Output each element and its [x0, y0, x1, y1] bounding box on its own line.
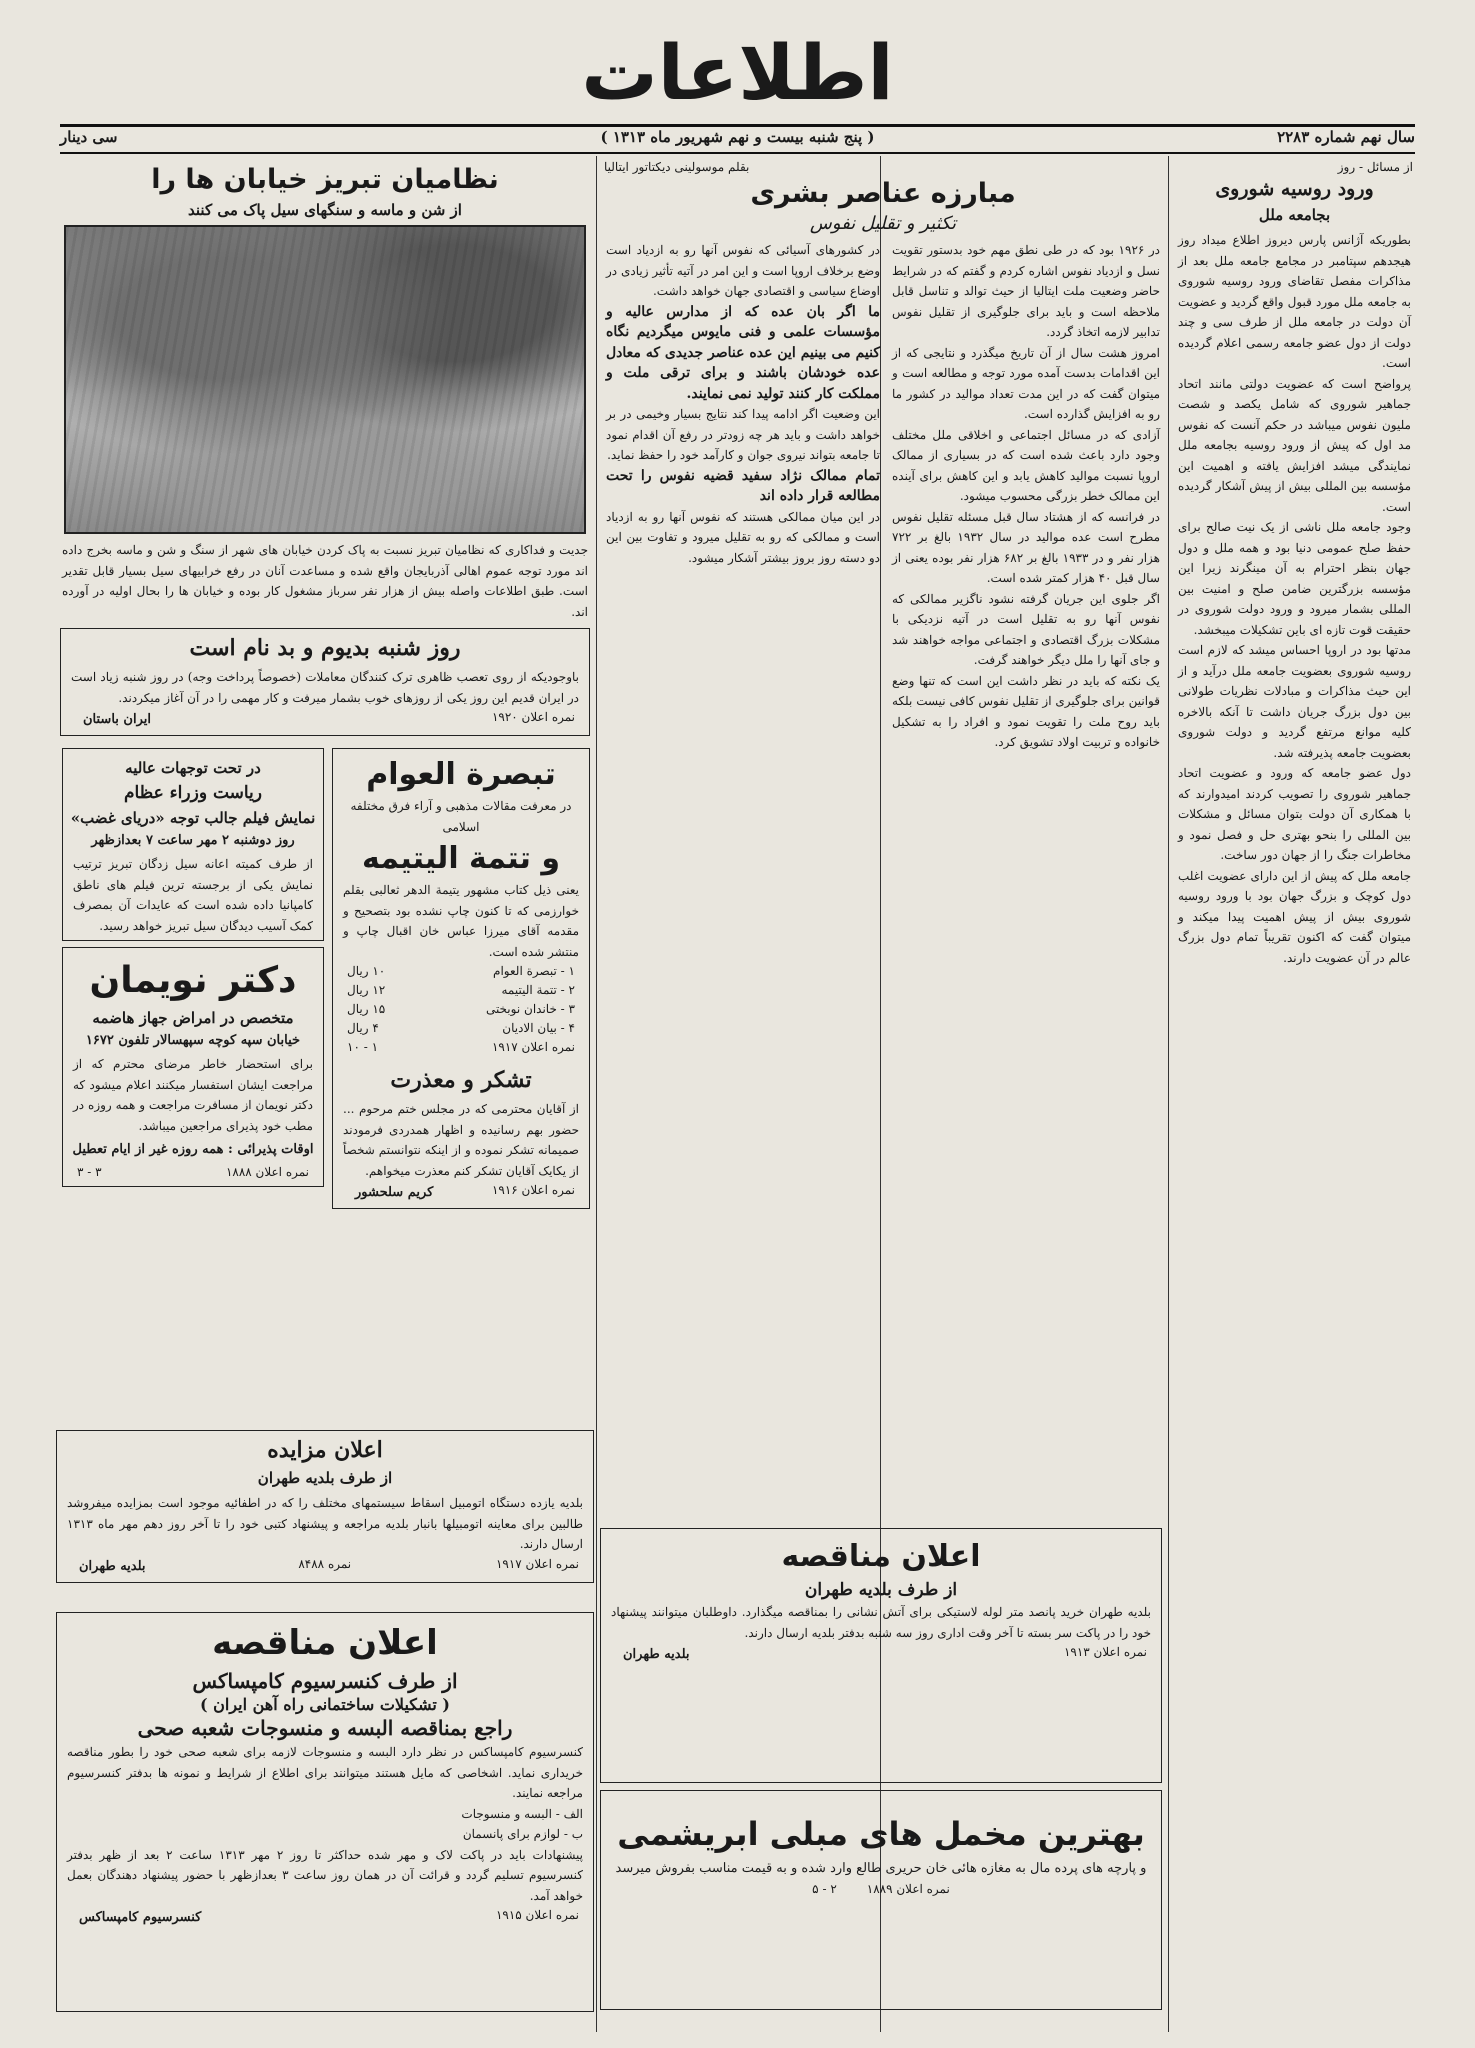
photo-subheadline: از شن و ماسه و سنگهای سیل پاک می کنند — [188, 201, 462, 219]
doctor-ad-hours: اوقات پذیرائی : همه روزه غیر از ایام تعطیل — [72, 1142, 314, 1157]
auction-ad — [56, 1430, 594, 1583]
book-item: ۳ - خاندان نوبختی — [485, 1002, 575, 1016]
article-paragraph: در فرانسه که از هشتاد سال قبل مسئله تقلیل نفوس مطرح است عده موالید در سال ۱۹۳۲ بالغ بر ۷۲۲ هزار نفر و در ۱۹۳۳ بالغ بر ۶۸۲ هزار نفر بوده یعنی از سال قبل ۴۰ هزار کمتر شده است. — [892, 509, 1160, 585]
film-ad — [62, 748, 324, 941]
info-rule — [60, 152, 1415, 154]
article-subtitle: بجامعه ملل — [1258, 206, 1331, 224]
silk-ad-text: و پارچه های پرده مال به مغازه هائی خان حریری طالع وارد شده و به قیمت مناسب بفروش میرسد — [615, 1861, 1147, 1876]
silk-ad — [600, 1790, 1162, 2010]
book-item: ۴ - بیان الادیان — [502, 1021, 575, 1035]
book-ad-ref: نمره اعلان ۱۹۱۷ — [491, 1040, 575, 1054]
doctor-ad-ref: نمره اعلان ۱۸۸۸ — [225, 1165, 309, 1179]
photo-caption: جدیت و فداکاری که نظامیان تبریز نسبت به پاک کردن خیابان های شهر از سنگ و شن و ماسه بخرج داده اند مورد توجه عموم اهالی آذربایجان واقع شده و مساعدت آنان در رفع خرابیهای سیل بسیار قابل تقدیر است. طبق اطلاعات واصله بیش از هزار نفر سرباز مشغول کار بوده و خیابان ها را بحال اولیه در آورده اند. — [62, 543, 588, 619]
doctor-ad-address: خیابان سپه کوچه سپهسالار تلفون ۱۶۷۲ — [85, 1033, 301, 1048]
book-ad — [332, 748, 590, 1209]
article-paragraph: در کشورهای آسیائی که نفوس آنها رو به ازدیاد است وضع برخلاف اروپا است و این امر در آتیه تأثیر زیادی در اوضاع سیاسی و اقتصادی جهان خواهد داشت. — [606, 243, 880, 298]
tender-sub: از طرف بلدیه طهران — [804, 1580, 958, 1600]
tender-line: ( تشکیلات ساختمانی راه آهن ایران ) — [199, 1695, 450, 1714]
ads-stack — [58, 742, 328, 1215]
book-ad-line: در معرفت مقالات مذهبی و آراء فرق مختلفه اسلامی — [350, 799, 572, 834]
book-price: ۱۰ ریال — [347, 964, 386, 978]
newspaper-title: اطلاعات — [581, 28, 894, 117]
auction-ref: نمره اعلان ۱۹۱۷ — [495, 1556, 579, 1571]
film-ad-time: روز دوشنبه ۲ مهر ساعت ۷ بعدازظهر — [91, 833, 295, 848]
thanks-signature: کریم سلحشور — [355, 1185, 434, 1200]
book-price-row — [347, 1000, 575, 1019]
thanks-text: از آقایان محترمی که در مجلس ختم مرحوم ... حضور بهم رسانیده و اظهار همدردی فرمودند صمیمانه تشکر نموده و از اینکه نتوانستم شخصاً از یکایک آقایان تشکر کنم معذرت میخواهم. — [343, 1102, 579, 1178]
book-price: ۴ ریال — [347, 1021, 379, 1035]
tender-footer — [71, 1906, 579, 1929]
article-kicker: بقلم موسولینی دیکتاتور ایتالیا — [604, 160, 750, 174]
article-paragraph: پرواضح است که عضویت دولتی مانند اتحاد جماهیر شوروی که شامل یکصد و شصت ملیون نفوس میباشد در حکم آنست که نفوس مد اول که پیش از ورود روسیه بجامعه ملل نمایندگی میشد افزایش یافته و اهمیت این مؤسسه بین المللی بیش از پیش آشکار گردیده است. — [1178, 376, 1411, 514]
tender-ad-municipality — [600, 1528, 1162, 1783]
auction-sub: از طرف بلدیه طهران — [257, 1469, 393, 1487]
doctor-ad-sub: متخصص در امراض جهاز هاضمه — [92, 1009, 294, 1027]
auction-text: بلدیه یازده دستگاه اتومبیل اسقاط سیستمهای مختلف را که در اطفائیه موجود است بمزایده میفروشد طالبین برای معاینه اتومبیلها بانبار بلدیه مراجعه و پیشنهاد کتبی خود را تا آخر روز دهم مهر ماه ۱۳۱۳ ارسال دارند. — [67, 1496, 583, 1551]
doctor-ad-title: دکتر نویمان — [89, 960, 297, 1001]
article-paragraph: بطوریکه آژانس پارس دیروز اطلاع میداد روز هیجدهم سپتامبر در مجامع جامعه ملل بعد از مذاکرات مفصل تقاضای ورود روسیه شوروی به جامعه ملل مورد قبول واقع گردید و عضویت آن دولت در جامعه ملل از طرف سی و چند دولت از دول عضو جامعه رسمی اعلام گردیده است. — [1178, 233, 1411, 370]
tender-item: الف - البسه و منسوجات — [461, 1806, 583, 1821]
ads-row — [56, 742, 594, 1215]
book-item: ۱ - تبصرة العوام — [493, 964, 575, 978]
tender-text: کنسرسیوم کامپساکس در نظر دارد البسه و منسوجات لازمه برای شعبه صحی خود را بطور مناقصه خریداری نماید. اشخاصی که مایل هستند میتوانند برای اطلاع از شرایط و نمونه ها بدفتر کنسرسیوم مراجعه نمایند. — [67, 1745, 583, 1800]
notice-text: باوجودیکه از روی تعصب ظاهری ترک کنندگان معاملات (خصوصاً پرداخت وجه) در روز شنبه زیاد است در ایران قدیم این روز یکی از روزهای خوب بشمار میرفت و کار مهمی را در آن آغاز میکردند. — [71, 670, 579, 705]
article-title: ورود روسیه شوروی — [1215, 178, 1374, 200]
tender-signature: بلدیه طهران — [623, 1647, 690, 1662]
article-paragraph: مدتها بود در اروپا احساس میشد که لازم است روسیه شوروی بعضویت جامعه ملل درآید و از این حیث مذاکرات و مبادلات نظریات طولانی بین دول بزرگ جریان داشت تا آنکه بالاخره کلیه موانع مرتفع گردید و دولت شوروی بعضویت جامعه پذیرفته شد. — [1178, 643, 1411, 760]
notice-signature: ایران باستان — [83, 712, 151, 727]
film-ad-text: از طرف کمیته اعانه سیل زدگان تبریز ترتیب نمایش یکی از برجسته ترین فیلم های ناطق کامپانیا داده شده است که عایدات آن بمصرف کمک آسیب دیدگان سیل تبریز خواهد رسید. — [73, 857, 313, 933]
tender-footer — [615, 1643, 1147, 1666]
article-paragraph: اگر جلوی این جریان گرفته نشود ناگزیر ممالکی که نفوس آنها رو به تقلیل است در آتیه نزدیکی با مشکلات بزرگ اقتصادی و اجتماعی مواجه خواهند شد و جای آنها را ملل دیگر خواهند گرفت. — [892, 591, 1160, 667]
tender-line: از طرف کنسرسیوم کامپساکس — [192, 1669, 458, 1693]
auction-title: اعلان مزایده — [267, 1437, 383, 1463]
article-title: مبارزه عناصر بشری — [750, 178, 1016, 209]
book-price-row — [347, 962, 575, 981]
issue-date: ( پنج شنبه بیست و نهم شهریور ماه ۱۳۱۳ ) — [600, 128, 875, 146]
thanks-footer — [347, 1181, 575, 1204]
tender-title: اعلان مناقصه — [212, 1623, 438, 1663]
news-photo — [64, 225, 586, 534]
film-ad-show: نمایش فیلم جالب توجه «دریای غضب» — [70, 809, 316, 827]
article-paragraph: در این میان ممالکی هستند که نفوس آنها رو به ازدیاد است و ممالکی که رو به تقلیل میرود و تفاوت بین این دو دسته روز بروز بیشتر آشکار میشود. — [606, 509, 880, 565]
top-rule — [60, 124, 1415, 127]
film-ad-kicker: در تحت توجهات عالیه — [125, 759, 261, 777]
tender-text: پیشنهادات باید در پاکت لاک و مهر شده حداکثر تا روز ۲ مهر ۱۳۱۳ ساعت ۲ بعد از ظهر بدفتر کنسرسیوم تسلیم گردد و قرائت آن در همان روز ساعت ۳ بعدازظهر با حضور پیشنهاد دهندگان بعمل خواهد آمد. — [67, 1847, 583, 1903]
article-paragraph: دول عضو جامعه که ورود و عضویت اتحاد جماهیر شوروی را تصویب کردند امیدوارند که با همکاری آن دولت بتوان مسائل و مشکلات بین المللی را بنحو بهتری حل و فصل نمود و مخاطرات جنگ را از جهان دور ساخت. — [1178, 766, 1411, 862]
book-price: ۱۲ ریال — [347, 983, 386, 997]
silk-ad-footer — [615, 1880, 1147, 1899]
info-bar — [60, 128, 1415, 150]
doctor-ad — [62, 947, 324, 1187]
tender-ref: نمره اعلان ۱۹۱۳ — [1063, 1645, 1147, 1659]
photo-headline: نظامیان تبریز خیابان ها را — [151, 164, 499, 195]
film-ad-title: ریاست وزراء عظام — [123, 783, 263, 803]
tender-title: اعلان مناقصه — [781, 1539, 981, 1574]
article-paragraph: یک نکته که باید در نظر داشت این است که تنها وضع قوانین برای جلوگیری از تقلیل نفوس کافی نیست بلکه باید روح ملت را تقویت نمود و افراد را به تشکیل خانواده و تربیت اولاد تشویق کرد. — [892, 673, 1160, 749]
book-ad-title: تبصرة العوام — [366, 757, 556, 792]
tender-signature: کنسرسیوم کامپساکس — [79, 1910, 202, 1925]
book-price-row — [347, 981, 575, 1000]
column-divider — [596, 156, 597, 2032]
right-column — [1172, 160, 1417, 2028]
book-ad-title2: و تتمة الیتیمه — [362, 841, 560, 876]
tender-ad-compsax — [56, 1612, 594, 2012]
article-paragraph: جامعه ملل که پیش از این دارای عضویت اغلب دول کوچک و بزرگ جهان بود با ورود روسیه شوروی بیش از پیش اهمیت پیدا میکند و میتوان گفت که اکنون تقریباً تمام دول بزرگ عالم در آن عضویت دارند. — [1178, 868, 1411, 965]
silk-ad-title: بهترین مخمل های مبلی ابریشمی — [617, 1815, 1145, 1853]
thanks-title: تشکر و معذرت — [390, 1067, 532, 1093]
book-ad-text: یعنی ذیل کتاب مشهور یتیمة الدهر ثعالبی بقلم خوارزمی که تا کنون چاپ نشده بود بتصحیح و مقدمه آقای میرزا عباس خان اقبال چاپ و منتشر شده است. — [343, 883, 579, 959]
book-ad-footer — [347, 1038, 575, 1057]
tender-line: راجع بمناقصه البسه و منسوجات شعبه صحی — [137, 1716, 513, 1740]
tender-text: بلدیه طهران خرید پانصد متر لوله لاستیکی برای آتش نشانی را بمناقصه میگذارد. داوطلبان میتوانند پیشنهاد خود را در پاکت سر بسته تا آخر وقت اداری روز سه شنبه بدفتر بلدیه ارسال دارند. — [611, 1605, 1151, 1640]
silk-ad-ref: نمره اعلان ۱۸۸۹ — [866, 1881, 950, 1896]
tender-item: ب - لوازم برای پانسمان — [462, 1827, 583, 1841]
article-column — [600, 240, 886, 753]
article-paragraph: این وضعیت اگر ادامه پیدا کند نتایج بسیار وخیمی در بر خواهد داشت و باید هر چه زودتر در رفع آن اقدام نمود تا جامعه بتواند نیروی جوان و کارآمد خود را حفظ نماید. — [606, 407, 880, 462]
article-paragraph: امروز هشت سال از آن تاریخ میگذرد و نتایجی که از این اقدامات بدست آمده مورد توجه و مطالعه است و میتوان گفت که در این مدت تعداد موالید در کشور ما رو به افزایش گذارده است. — [892, 345, 1160, 421]
article-highlight: ما اگر بان عده که از مدارس عالیه و مؤسسات علمی و فنی مایوس میگردیم نگاه کنیم می بینیم این عده عناصر جدیدی که معادل عده خودشان باشند و برای ترقی ملت و مملکت کار کنند تولید نمی نمایند. — [606, 303, 880, 402]
book-price-row — [347, 1019, 575, 1038]
book-price: ۱۵ ریال — [347, 1002, 386, 1016]
saturday-notice — [60, 628, 590, 736]
silk-ad-ref2: ۲ - ۵ — [812, 1881, 837, 1896]
article-paragraph: در ۱۹۲۶ بود که در طی نطق مهم خود بدستور تقویت نسل و ازدیاد نفوس اشاره کردم و گفتم که در شرایط حاضر وضعیت ملت ایتالیا از حیث توالد و تناسل قابل ملاحظه است و باید برای جلوگیری از تقلیل نفوس تدابیر لازمه اتخاذ گردد. — [892, 243, 1160, 339]
masthead — [60, 10, 1415, 122]
issue-price: سی دینار — [60, 128, 118, 146]
auction-ref2: نمره ۸۴۸۸ — [298, 1556, 352, 1571]
notice-ref: نمره اعلان ۱۹۲۰ — [491, 710, 575, 724]
auction-signature: بلدیه طهران — [79, 1558, 146, 1574]
issue-number: سال نهم شماره ۲۲۸۳ — [1277, 128, 1415, 146]
thanks-ref: نمره اعلان ۱۹۱۶ — [491, 1183, 575, 1197]
article-columns — [600, 240, 1166, 753]
notice-title: روز شنبه بدیوم و بد نام است — [189, 635, 461, 661]
book-item: ۲ - تتمة الیتیمه — [501, 983, 575, 997]
column-kicker: از مسائل - روز — [1337, 160, 1413, 174]
middle-article — [600, 160, 1166, 1518]
doctor-ad-footer — [77, 1163, 309, 1182]
notice-footer — [75, 708, 575, 731]
article-subtitle: تکثیر و تقلیل نفوس — [809, 213, 957, 234]
article-paragraph: وجود جامعه ملل ناشی از یک نیت صالح برای حفظ صلح عمومی دنیا بود و همه ملل و دول جهان بنظر احترام به آن مینگرند زیرا این مؤسسه بزرگترین ضامن صلح و امنیت بین المللی بشمار میرود و ورود دولت شوروی در حقیقت قوت تازه ای باین تشکیلات میبخشد. — [1178, 520, 1411, 637]
article-column — [886, 240, 1166, 753]
article-highlight: تمام ممالک نژاد سفید قضیه نفوس را تحت مطالعه قرار داده اند — [606, 467, 880, 504]
left-column — [56, 160, 594, 1638]
book-ad-ref2: ۱ - ۱۰ — [347, 1040, 379, 1054]
doctor-ad-text: برای استحضار خاطر مرضای محترم که از مراجعت ایشان استفسار میکنند اعلام میشود که دکتر نویمان از مسافرت مراجعت و همه روزه در مطب خود پذیرای مراجعین میباشد. — [73, 1057, 313, 1133]
column-divider — [1168, 156, 1169, 2032]
auction-footer — [71, 1555, 579, 1578]
tender-ref: نمره اعلان ۱۹۱۵ — [495, 1908, 579, 1922]
doctor-ad-ref2: ۳ - ۳ — [77, 1165, 102, 1179]
article-paragraph: آزادی که در مسائل اجتماعی و اخلاقی ملل مختلف وجود دارد باعث شده است که در بسیاری از ممالک اروپا نسبت موالید کاهش یابد و این کاهش برای آینده این ممالک خطر بزرگی محسوب میشود. — [892, 427, 1160, 503]
